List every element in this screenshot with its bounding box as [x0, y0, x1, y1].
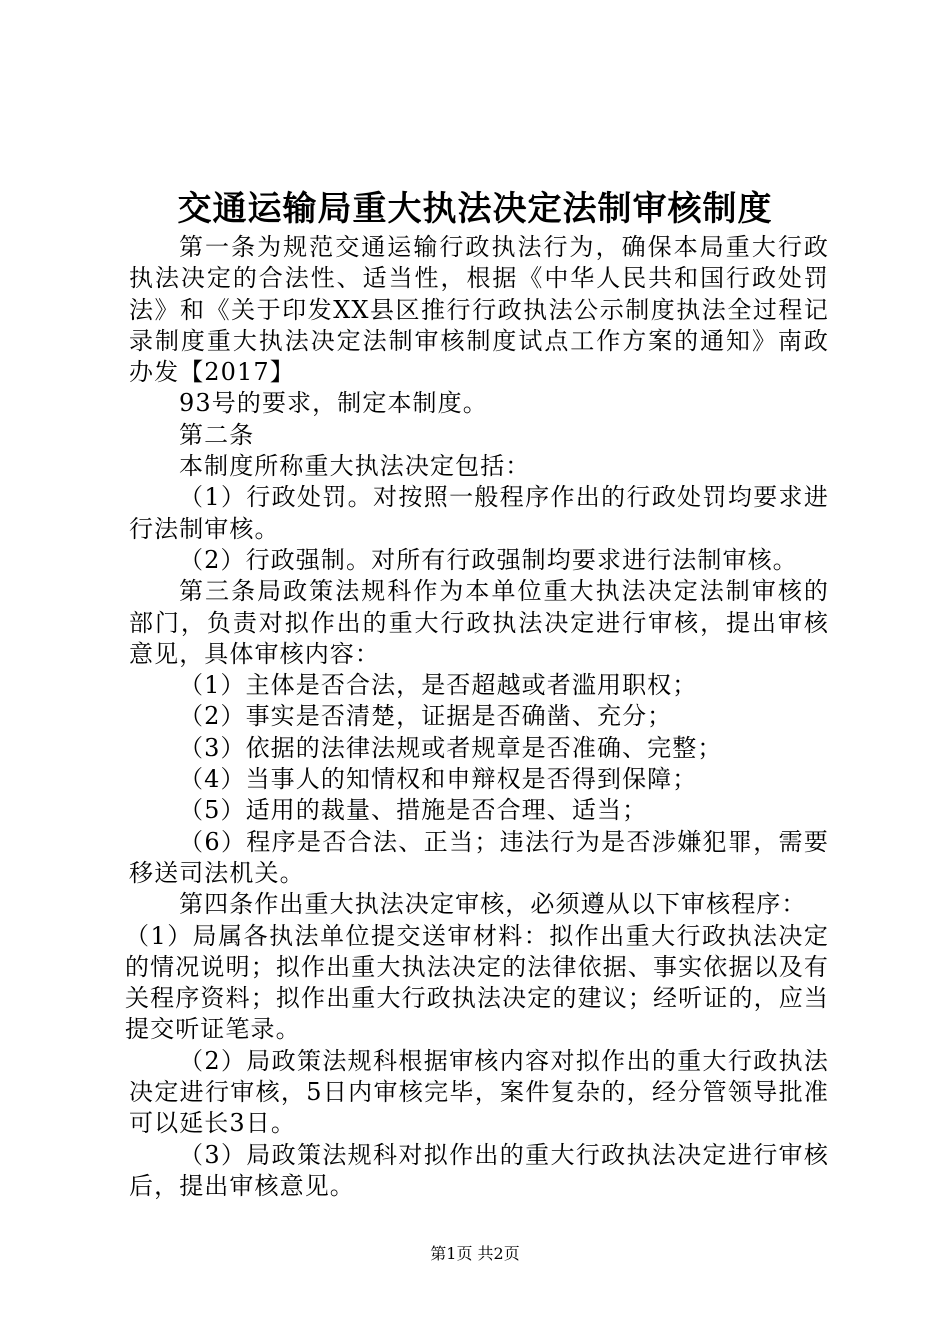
- list-item: （1）局属各执法单位提交送审材料：拟作出重大行政执法决定的情况说明；拟作出重大执法决定的法律依据、事实依据以及有关程序资料；拟作出重大行政执法决定的建议；经听证的，应当提交听证笔录。: [125, 921, 829, 1044]
- paragraph-article-2-heading: 第二条: [179, 420, 255, 449]
- page-footer: 第1页 共2页: [430, 1244, 520, 1263]
- paragraph-article-4: 第四条作出重大执法决定审核，必须遵从以下审核程序：: [179, 890, 807, 919]
- list-item: （3）依据的法律法规或者规章是否准确、完整；: [179, 733, 723, 762]
- list-item: （2）局政策法规科根据审核内容对拟作出的重大行政执法决定进行审核，5日内审核完毕，案件复杂的，经分管领导批准可以延长3日。: [129, 1046, 829, 1138]
- document-body: [125, 232, 829, 1202]
- list-item: （4）当事人的知情权和申辩权是否得到保障；: [179, 765, 698, 794]
- list-item: （1）行政处罚。对按照一般程序作出的行政处罚均要求进行法制审核。: [129, 483, 829, 543]
- list-item: （5）适用的裁量、措施是否合理、适当；: [179, 796, 648, 825]
- paragraph-article-1-cont: 93号的要求，制定本制度。: [179, 389, 488, 418]
- list-item: （6）程序是否合法、正当；违法行为是否涉嫌犯罪，需要移送司法机关。: [129, 827, 829, 887]
- list-item: （2）事实是否清楚，证据是否确凿、充分；: [179, 702, 673, 731]
- paragraph-article-2-intro: 本制度所称重大执法决定包括：: [179, 452, 531, 481]
- paragraph-article-3: 第三条局政策法规科作为本单位重大执法决定法制审核的部门，负责对拟作出的重大行政执法决定进行审核，提出审核意见，具体审核内容：: [129, 577, 829, 668]
- list-item: （1）主体是否合法，是否超越或者滥用职权；: [179, 671, 698, 700]
- list-item: （2）行政强制。对所有行政强制均要求进行法制审核。: [179, 545, 798, 574]
- paragraph-article-1: 第一条为规范交通运输行政执法行为，确保本局重大行政执法决定的合法性、适当性，根据《中华人民共和国行政处罚法》和《关于印发XX县区推行行政执法公示制度执法全过程记录制度重大执法决定法制审核制度试点工作方案的通知》南政办发【2017】: [129, 233, 829, 387]
- document-title: 交通运输局重大执法决定法制审核制度: [177, 189, 773, 229]
- list-item: （3）局政策法规科对拟作出的重大行政执法决定进行审核后，提出审核意见。: [129, 1140, 829, 1200]
